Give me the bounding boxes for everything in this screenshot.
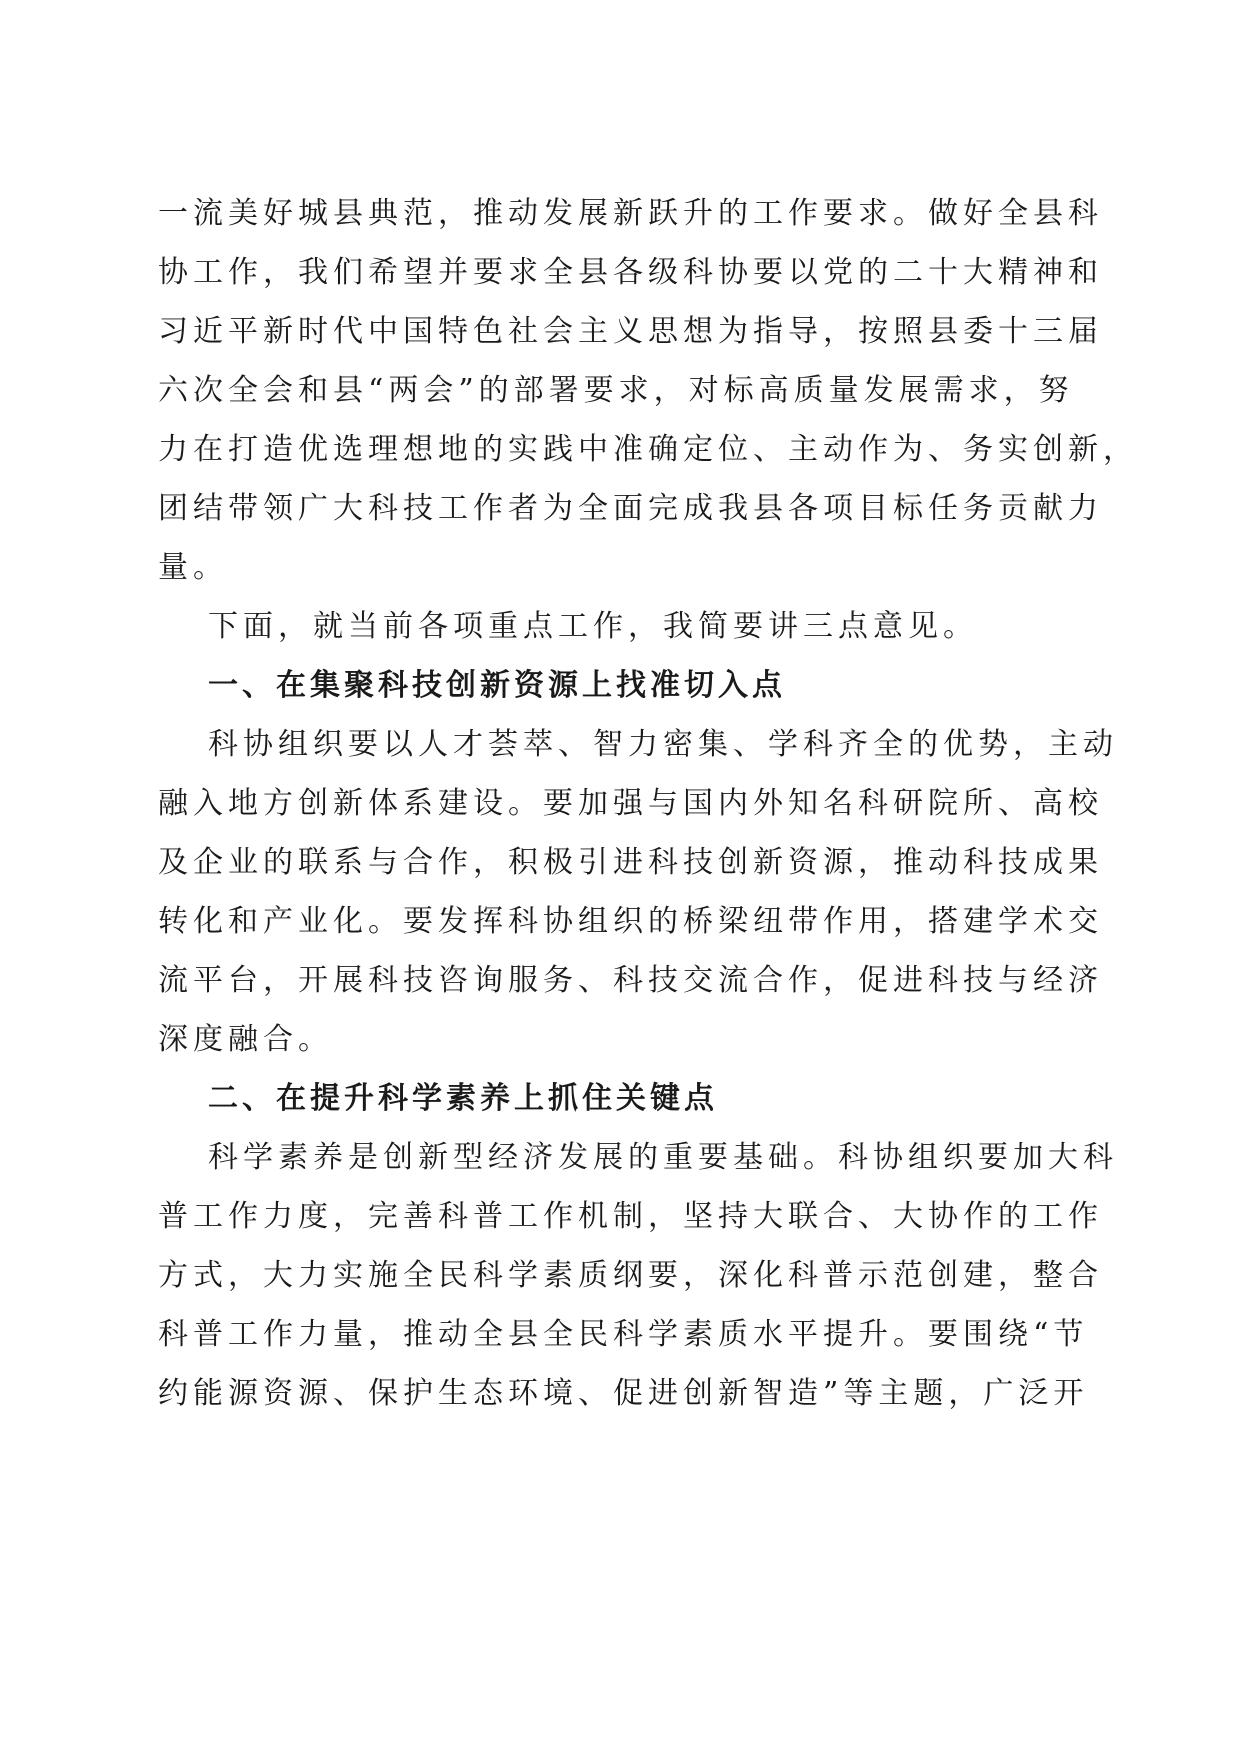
section-heading-2: 二、在提升科学素养上抓住关键点 xyxy=(208,1081,718,1116)
paragraph-1-line: 六次全会和县“两会”的部署要求，对标高质量发展需求，努 xyxy=(158,373,1074,408)
paragraph-3-line: 融入地方创新体系建设。要加强与国内外知名科研院所、高校 xyxy=(158,786,1103,821)
paragraph-3-line: 转化和产业化。要发挥科协组织的桥梁纽带作用，搭建学术交 xyxy=(158,904,1103,939)
paragraph-1-line: 习近平新时代中国特色社会主义思想为指导，按照县委十三届 xyxy=(158,314,1103,349)
paragraph-4-line: 约能源资源、保护生态环境、促进创新智造”等主题，广泛开 xyxy=(158,1376,1089,1411)
paragraph-3-line: 流平台，开展科技咨询服务、科技交流合作，促进科技与经济 xyxy=(158,963,1103,998)
paragraph-1-line: 协工作，我们希望并要求全县各级科协要以党的二十大精神和 xyxy=(158,255,1103,290)
paragraph-3-line: 及企业的联系与合作，积极引进科技创新资源，推动科技成果 xyxy=(158,845,1103,880)
paragraph-4-line: 普工作力度，完善科普工作机制，坚持大联合、大协作的工作 xyxy=(158,1199,1103,1234)
paragraph-1-line: 量。 xyxy=(158,550,228,585)
paragraph-2-line: 下面，就当前各项重点工作，我简要讲三点意见。 xyxy=(208,609,978,644)
paragraph-1-line: 力在打造优选理想地的实践中准确定位、主动作为、务实创新， xyxy=(158,432,1138,467)
section-heading-1: 一、在集聚科技创新资源上找准切入点 xyxy=(208,668,786,703)
paragraph-1-line: 一流美好城县典范，推动发展新跃升的工作要求。做好全县科 xyxy=(158,196,1103,231)
paragraph-1-line: 团结带领广大科技工作者为全面完成我县各项目标任务贡献力 xyxy=(158,491,1103,526)
paragraph-4-line: 科学素养是创新型经济发展的重要基础。科协组织要加大科 xyxy=(208,1140,1118,1175)
paragraph-3-line: 深度融合。 xyxy=(158,1022,333,1057)
paragraph-4-line: 科普工作力量，推动全县全民科学素质水平提升。要围绕“节 xyxy=(158,1317,1089,1352)
paragraph-3-line: 科协组织要以人才荟萃、智力密集、学科齐全的优势，主动 xyxy=(208,727,1118,762)
paragraph-4-line: 方式，大力实施全民科学素质纲要，深化科普示范创建，整合 xyxy=(158,1258,1103,1293)
